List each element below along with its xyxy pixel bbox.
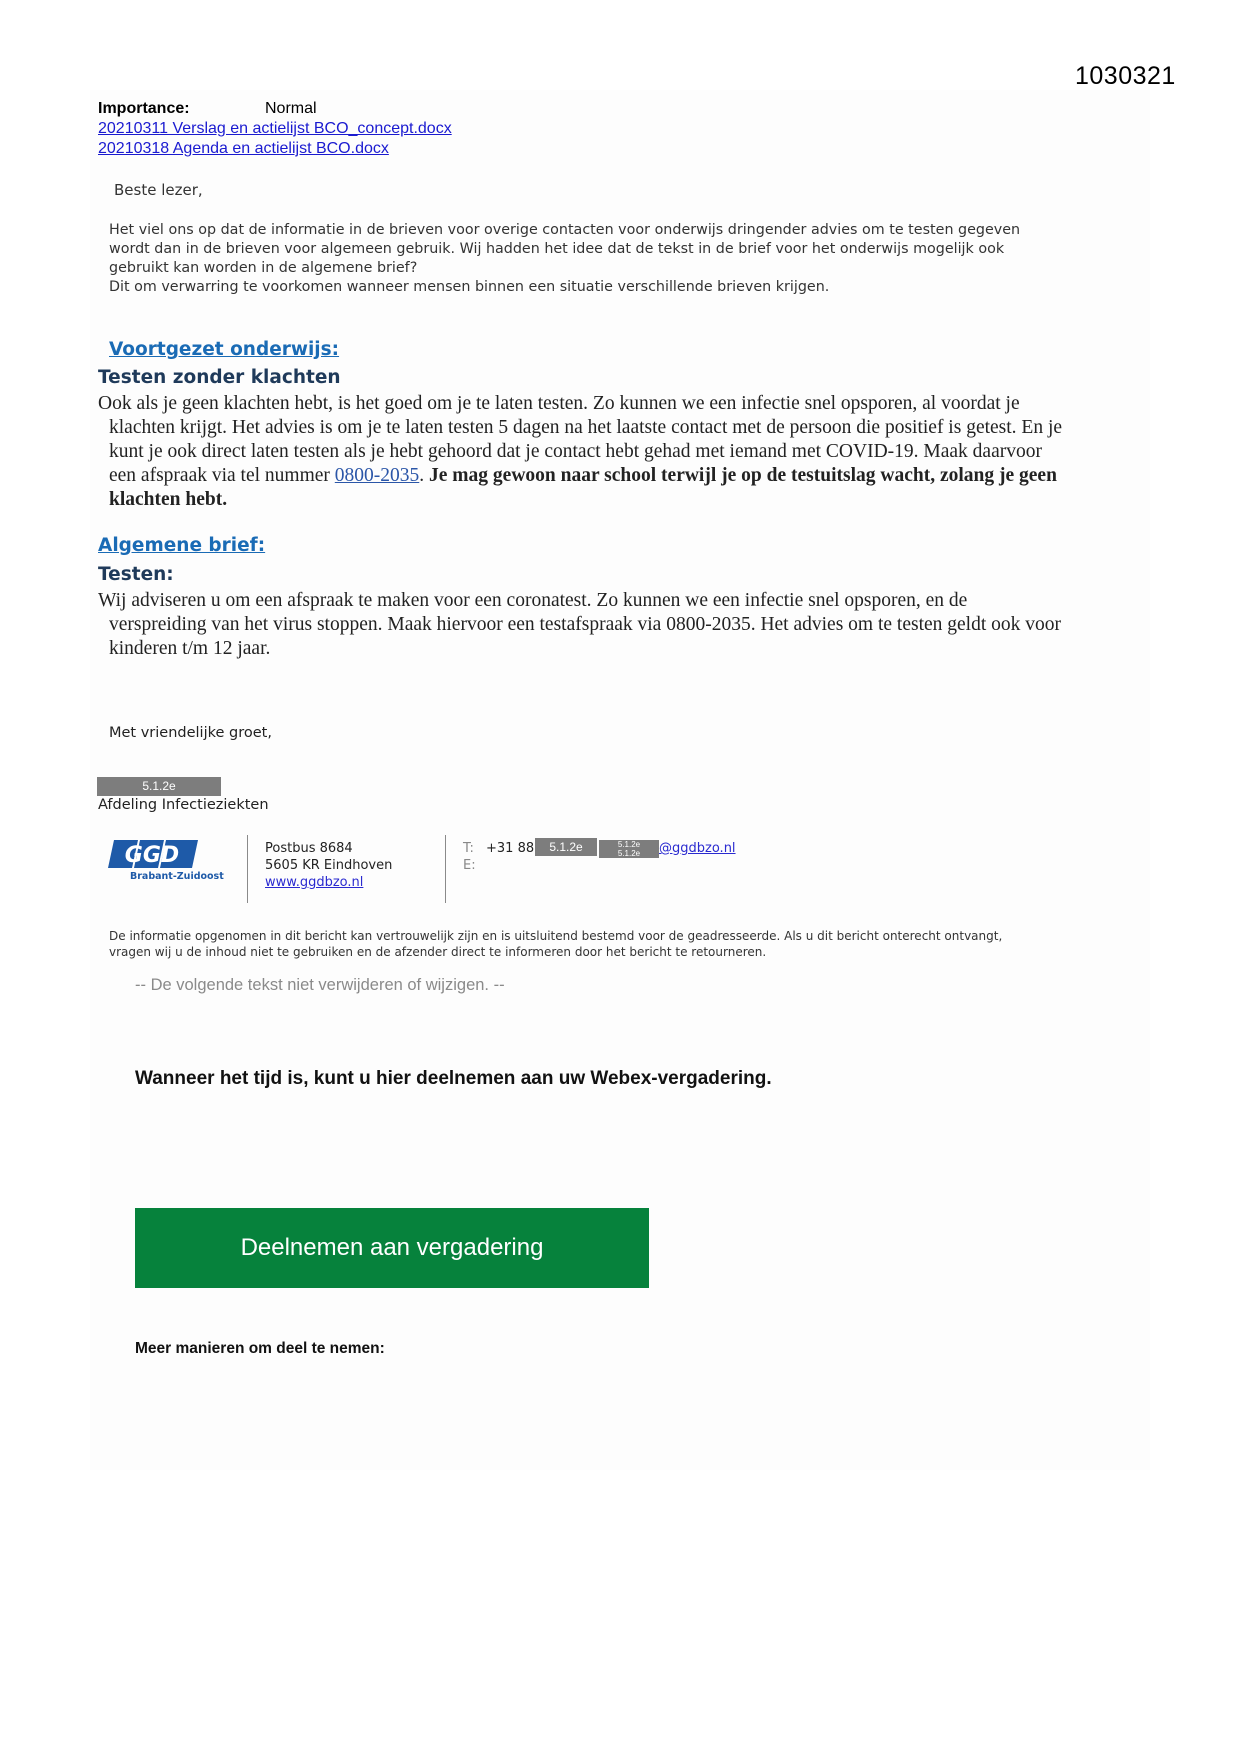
website-link[interactable]: www.ggdbzo.nl: [265, 875, 364, 890]
paragraph-line: [109, 488, 227, 512]
closing: Met vriendelijke groet,: [109, 725, 272, 741]
paragraph-line: kunt je ook direct laten testen als je hebt gehoord dat je contact hebt gehad met iemand met COVID-19. Maak daarvoor: [109, 441, 1042, 462]
redacted-name: 5.1.2e: [97, 777, 221, 796]
webex-headline: Wanneer het tijd is, kunt u hier deelnemen aan uw Webex-vergadering.: [135, 1068, 772, 1089]
address-line: 5605 KR Eindhoven: [265, 858, 393, 873]
section-title-algemene[interactable]: Algemene brief:: [98, 535, 266, 556]
bold-text: Je mag gewoon naar school terwijl je op de testuitslag wacht, zolang je geen: [429, 465, 1057, 486]
logo-subtext: Brabant-Zuidoost: [130, 871, 224, 882]
more-ways-label: Meer manieren om deel te nemen:: [135, 1340, 385, 1357]
redacted-email-top: 5.1.2e: [617, 840, 641, 849]
paragraph-line: [109, 464, 1057, 488]
email-label: E:: [463, 858, 476, 873]
attachment-link[interactable]: 20210311 Verslag en actielijst BCO_concept.docx: [98, 120, 452, 137]
email-link[interactable]: @ggdbzo.nl: [659, 841, 736, 856]
bold-text: klachten hebt.: [109, 489, 228, 510]
divider: [247, 835, 248, 903]
divider: [445, 835, 446, 903]
intro-line: gebruikt kan worden in de algemene brief?: [109, 260, 418, 276]
importance-label: Importance:: [98, 100, 190, 117]
intro-line: Het viel ons op dat de informatie in de brieven voor overige contacten voor onderwijs dringender advies om te testen gegeven: [109, 222, 1021, 238]
paragraph-line: kinderen t/m 12 jaar.: [109, 638, 271, 659]
department: Afdeling Infectieziekten: [98, 797, 269, 813]
intro-line: wordt dan in de brieven voor algemeen gebruik. Wij hadden het idee dat de tekst in de brief voor het onderwijs mogelijk ook: [109, 241, 1005, 257]
importance-value: Normal: [265, 100, 317, 117]
redacted-phone: 5.1.2e: [535, 838, 597, 856]
paragraph-line: verspreiding van het virus stoppen. Maak hiervoor een testafspraak via 0800-2035. Het advies om te testen geldt ook voor: [109, 614, 1061, 635]
paragraph-text: .: [419, 465, 430, 486]
redacted-email-bottom: 5.1.2e: [617, 849, 641, 858]
join-meeting-button[interactable]: Deelnemen aan vergadering: [135, 1208, 649, 1288]
webex-notice: -- De volgende tekst niet verwijderen of wijzigen. --: [135, 976, 505, 994]
phone-label: T:: [463, 841, 474, 856]
paragraph-line: Wij adviseren u om een afspraak te maken voor een coronatest. Zo kunnen we een infectie snel opsporen, en de: [98, 590, 968, 611]
section-subtitle: Testen zonder klachten: [98, 367, 341, 388]
address-line: Postbus 8684: [265, 841, 353, 856]
page-number: 1030321: [1075, 62, 1176, 90]
ggd-logo-mark: [108, 838, 208, 870]
intro-line: Dit om verwarring te voorkomen wanneer mensen binnen een situatie verschillende brieven krijgen.: [109, 279, 830, 295]
greeting: Beste lezer,: [114, 181, 203, 199]
attachment-link[interactable]: 20210318 Agenda en actielijst BCO.docx: [98, 140, 389, 157]
phone-link[interactable]: 0800-2035: [334, 465, 420, 486]
ggd-logo: [108, 838, 224, 882]
paragraph-line: Ook als je geen klachten hebt, is het goed om je te laten testen. Zo kunnen we een infectie snel opsporen, al voordat je: [98, 393, 1020, 414]
section-title-voortgezet[interactable]: Voortgezet onderwijs:: [109, 339, 340, 360]
disclaimer-line: vragen wij u de inhoud niet te gebruiken en de afzender direct te informeren door het bericht te retourneren.: [109, 945, 767, 959]
logo-text: GGD: [124, 843, 180, 868]
redacted-email: [599, 840, 659, 858]
paragraph-line: klachten krijgt. Het advies is om je te laten testen 5 dagen na het laatste contact met de persoon die positief is getest. En je: [109, 417, 1063, 438]
disclaimer-line: De informatie opgenomen in dit bericht kan vertrouwelijk zijn en is uitsluitend bestemd voor de geadresseerde. Als u dit bericht onterecht ontvangt,: [109, 929, 1003, 943]
phone-prefix: +31 88: [486, 841, 535, 856]
email-message: [90, 90, 1150, 1470]
paragraph-text: een afspraak via tel nummer: [109, 465, 335, 486]
section-subtitle: Testen:: [98, 564, 174, 585]
importance-row: [98, 100, 190, 118]
